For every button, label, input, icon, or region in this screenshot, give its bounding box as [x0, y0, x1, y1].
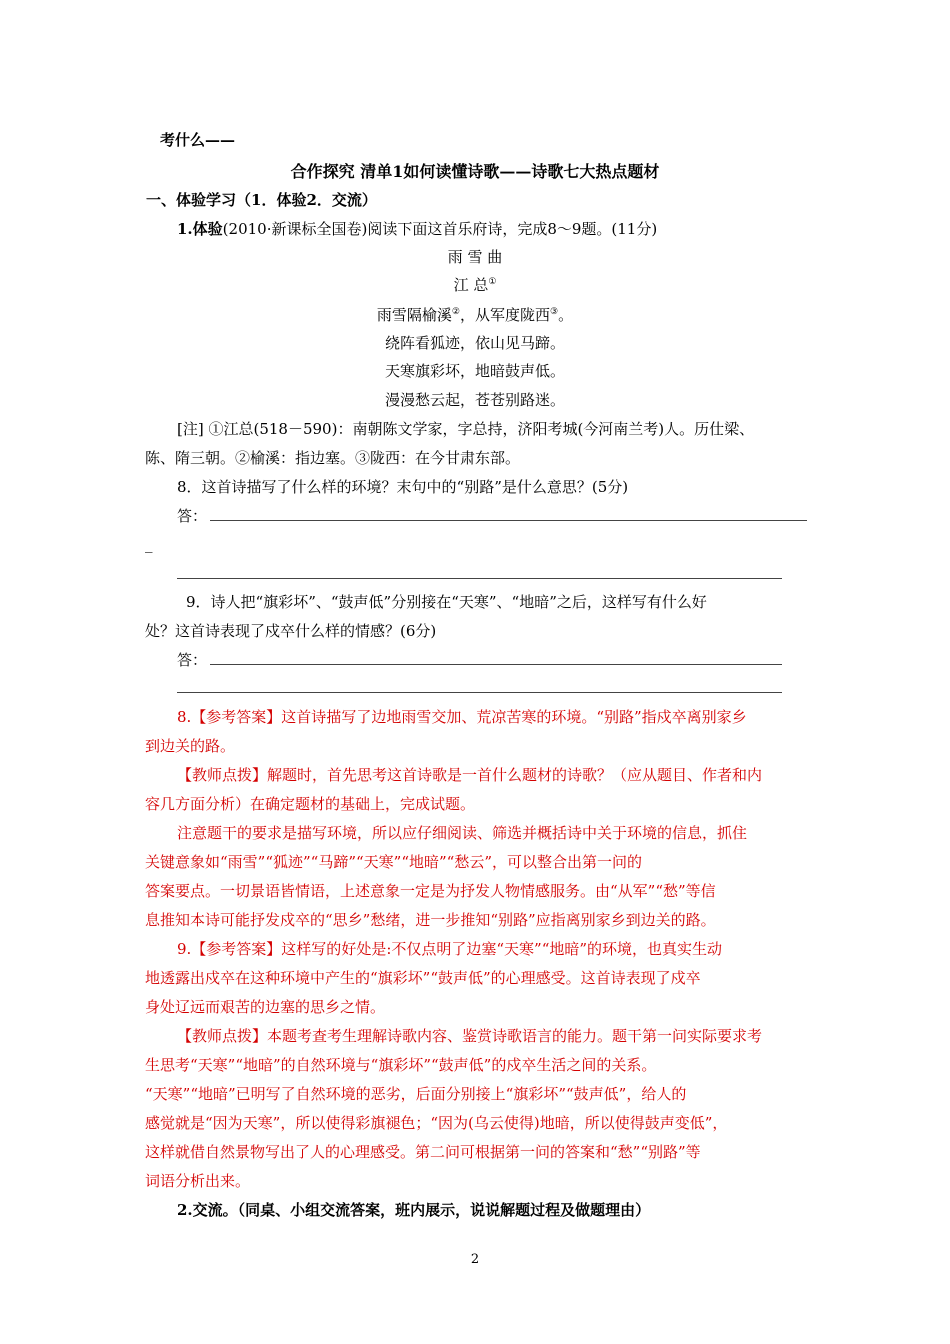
- analysis-8-line-4: 息推知本诗可能抒发戍卒的“思乡”愁绪，进一步推知“别路”应指离别家乡到边关的路。: [145, 911, 716, 929]
- exchange-heading: 2.交流。（同桌、小组交流答案，班内展示，说说解题过程及做题理由）: [177, 1201, 651, 1219]
- answer-9-line-3: 身处辽远而艰苦的边塞的思乡之情。: [145, 998, 386, 1016]
- note-line-1: [注] ①江总(518－590)：南朝陈文学家，字总持，济阳考城(今河南兰考)人。历仕梁、: [177, 420, 755, 438]
- poem-line-3: 天寒旗彩坏，地暗鼓声低。: [384, 362, 565, 380]
- q8-answer-blank-2: [177, 578, 782, 579]
- intro-label: 1.体验: [177, 220, 223, 238]
- page-title: 合作探究 清单1如何读懂诗歌——诗歌七大热点题材: [290, 162, 660, 181]
- teacher-note-9-line-1: 【教师点拨】本题考查考生理解诗歌内容、鉴赏诗歌语言的能力。题干第一问实际要求考: [177, 1027, 763, 1045]
- question-9-line-1: 9．诗人把“旗彩坏”、“鼓声低”分别接在“天寒”、“地暗”之后，这样写有什么好: [186, 593, 707, 611]
- q8-dash: _: [145, 535, 153, 553]
- q9-answer-label: 答：: [177, 651, 208, 669]
- q9-answer-blank-1: [210, 664, 782, 665]
- section-heading: 一、体验学习（1．体验2．交流）: [146, 191, 377, 209]
- q9-answer-blank-2: [177, 692, 782, 693]
- page-number: 2: [470, 1252, 480, 1267]
- intro-line: [177, 219, 657, 239]
- poem-author: [0, 275, 950, 295]
- poem-author-name: 江 总: [453, 276, 489, 294]
- footnote-mark-2: ②: [451, 307, 460, 317]
- poem-line-4: 漫漫愁云起，苍苍别路迷。: [384, 391, 565, 409]
- q8-answer-label: 答：: [177, 507, 208, 525]
- poem-line-2: 绕阵看狐迹，依山见马蹄。: [384, 334, 565, 352]
- answer-9-line-2: 地透露出戍卒在这种环境中产生的“旗彩坏”“鼓声低”的心理感受。这首诗表现了戍卒: [145, 969, 701, 987]
- poem-line-1c: 。: [558, 306, 574, 324]
- kao-heading: 考什么——: [160, 131, 236, 149]
- poem-title: 雨 雪 曲: [447, 248, 503, 266]
- teacher-note-9-line-3: “天寒”“地暗”已明写了自然环境的恶劣，后面分别接上“旗彩坏”“鼓声低”，给人的: [145, 1085, 687, 1103]
- teacher-note-9-line-2: 生思考“天寒”“地暗”的自然环境与“旗彩坏”“鼓声低”的戍卒生活之间的关系。: [145, 1056, 657, 1074]
- footnote-mark-1: ①: [488, 277, 497, 287]
- answer-8-line-1: 8.【参考答案】这首诗描写了边地雨雪交加、荒凉苦寒的环境。“别路”指戍卒离别家乡: [177, 708, 747, 726]
- analysis-8-line-1: 注意题干的要求是描写环境，所以应仔细阅读、筛选并概括诗中关于环境的信息，抓住: [177, 824, 748, 842]
- note-line-2: 陈、隋三朝。②榆溪：指边塞。③陇西：在今甘肃东部。: [145, 449, 521, 467]
- teacher-note-8-line-2: 容几方面分析）在确定题材的基础上，完成试题。: [145, 795, 476, 813]
- answer-8-line-2: 到边关的路。: [145, 737, 236, 755]
- teacher-note-9-line-5: 这样就借自然景物写出了人的心理感受。第二问可根据第一问的答案和“愁”“别路”等: [145, 1143, 701, 1161]
- question-8: 8．这首诗描写了什么样的环境？末句中的“别路”是什么意思？(5分): [177, 478, 629, 496]
- question-9-line-2: 处？这首诗表现了戍卒什么样的情感？(6分): [145, 622, 437, 640]
- analysis-8-line-3: 答案要点。一切景语皆情语，上述意象一定是为抒发人物情感服务。由“从军”“愁”等信: [145, 882, 716, 900]
- poem-line-1b: ，从军度陇西: [459, 306, 550, 324]
- answer-9-line-1: 9.【参考答案】这样写的好处是:不仅点明了边塞“天寒”“地暗”的环境，也真实生动: [177, 940, 723, 958]
- poem-line-1a: 雨雪隔榆溪: [376, 306, 452, 324]
- teacher-note-8-line-1: 【教师点拨】解题时，首先思考这首诗歌是一首什么题材的诗歌？（应从题目、作者和内: [177, 766, 763, 784]
- intro-text: (2010·新课标全国卷)阅读下面这首乐府诗，完成8～9题。(11分): [222, 220, 658, 238]
- q8-answer-blank-1: [210, 520, 807, 521]
- poem-line-1: [0, 305, 950, 325]
- teacher-note-9-line-4: 感觉就是“因为天寒”，所以使得彩旗褪色；“因为(乌云使得)地暗，所以使得鼓声变低”，: [145, 1114, 728, 1132]
- footnote-mark-3: ③: [550, 307, 559, 317]
- teacher-note-9-line-6: 词语分析出来。: [145, 1172, 251, 1190]
- analysis-8-line-2: 关键意象如“雨雪”“狐迹”“马蹄”“天寒”“地暗”“愁云”，可以整合出第一问的: [145, 853, 643, 871]
